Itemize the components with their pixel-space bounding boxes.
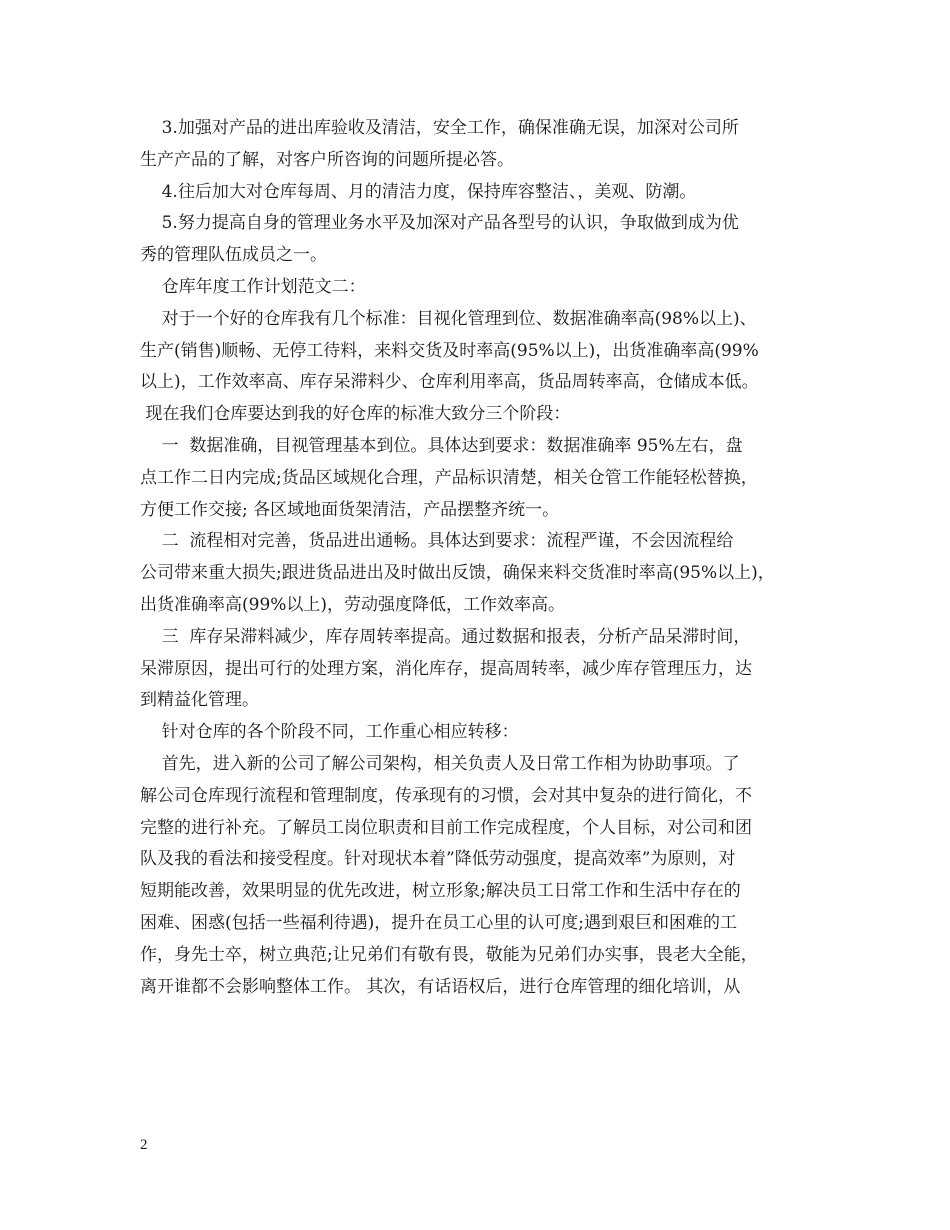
text-line: 三 库存呆滞料减少，库存周转率提高。通过数据和报表，分析产品呆滞时间， xyxy=(140,626,751,647)
text-line: 完整的进行补充。了解员工岗位职责和目前工作完成程度，个人目标，对公司和团 xyxy=(140,817,752,838)
text-line: 公司带来重大损失;跟进货品进出及时做出反馈，确保来料交货准时率高(95%以上)， xyxy=(140,563,775,584)
text-line: 出货准确率高(99%以上)，劳动强度降低，工作效率高。 xyxy=(140,594,566,615)
text-line: 方便工作交接; 各区域地面货架清洁，产品摆整齐统一。 xyxy=(140,499,560,520)
section-heading: 仓库年度工作计划范文二： xyxy=(140,276,366,297)
text-line: 针对仓库的各个阶段不同，工作重心相应转移： xyxy=(140,722,519,743)
document-body xyxy=(140,113,820,1003)
page-number: 2 xyxy=(140,1137,148,1153)
text-line: 首先，进入新的公司了解公司架构，相关负责人及日常工作相为协助事项。了 xyxy=(140,753,740,774)
text-line: 5.努力提高自身的管理业务水平及加深对产品各型号的认识，争取做到成为优 xyxy=(140,213,739,234)
text-line: 秀的管理队伍成员之一。 xyxy=(140,245,327,266)
text-line: 以上)，工作效率高、库存呆滞料少、仓库利用率高，货品周转率高，仓储成本低。 xyxy=(140,372,759,393)
text-line: 现在我们仓库要达到我的好仓库的标准大致分三个阶段： xyxy=(140,404,571,425)
text-line: 一 数据准确，目视管理基本到位。具体达到要求：数据准确率 95%左右，盘 xyxy=(140,435,743,456)
text-line: 生产产品的了解，对客户所咨询的问题所提必答。 xyxy=(140,149,514,170)
text-line: 生产(销售)顺畅、无停工待料，来料交货及时率高(95%以上)，出货准确率高(99% xyxy=(140,340,759,361)
text-line: 离开谁都不会影响整体工作。 其次，有话语权后，进行仓库管理的细化培训，从 xyxy=(140,976,741,997)
text-line: 短期能改善，效果明显的优先改进，树立形象;解决员工日常工作和生活中存在的 xyxy=(140,881,741,902)
text-line: 队及我的看法和接受程度。针对现状本着”降低劳动强度，提高效率”为原则，对 xyxy=(140,849,736,870)
text-line: 点工作二日内完成;货品区域规化合理，产品标识清楚，相关仓管工作能轻松替换， xyxy=(140,467,758,488)
text-line: 到精益化管理。 xyxy=(140,690,259,711)
text-line: 3.加强对产品的进出库验收及清洁，安全工作，确保准确无误，加深对公司所 xyxy=(140,118,739,138)
text-line: 解公司仓库现行流程和管理制度，传承现有的习惯，会对其中复杂的进行简化，不 xyxy=(140,785,752,806)
text-line: 呆滞原因，提出可行的处理方案，消化库存，提高周转率，减少库存管理压力，达 xyxy=(140,658,752,679)
text-line: 4.往后加大对仓库每周、月的清洁力度，保持库容整洁、，美观、防潮。 xyxy=(140,181,697,202)
text-line: 对于一个好的仓库我有几个标准：目视化管理到位、数据准确率高(98%以上)、 xyxy=(140,308,757,329)
text-line: 二 流程相对完善，货品进出通畅。具体达到要求：流程严谨，不会因流程给 xyxy=(140,531,734,552)
text-line: 作，身先士卒，树立典范;让兄弟们有敬有畏，敬能为兄弟们办实事，畏老大全能， xyxy=(140,944,758,965)
text-line: 困难、困惑(包括一些福利待遇)，提升在员工心里的认可度;遇到艰巨和困难的工 xyxy=(140,912,737,933)
